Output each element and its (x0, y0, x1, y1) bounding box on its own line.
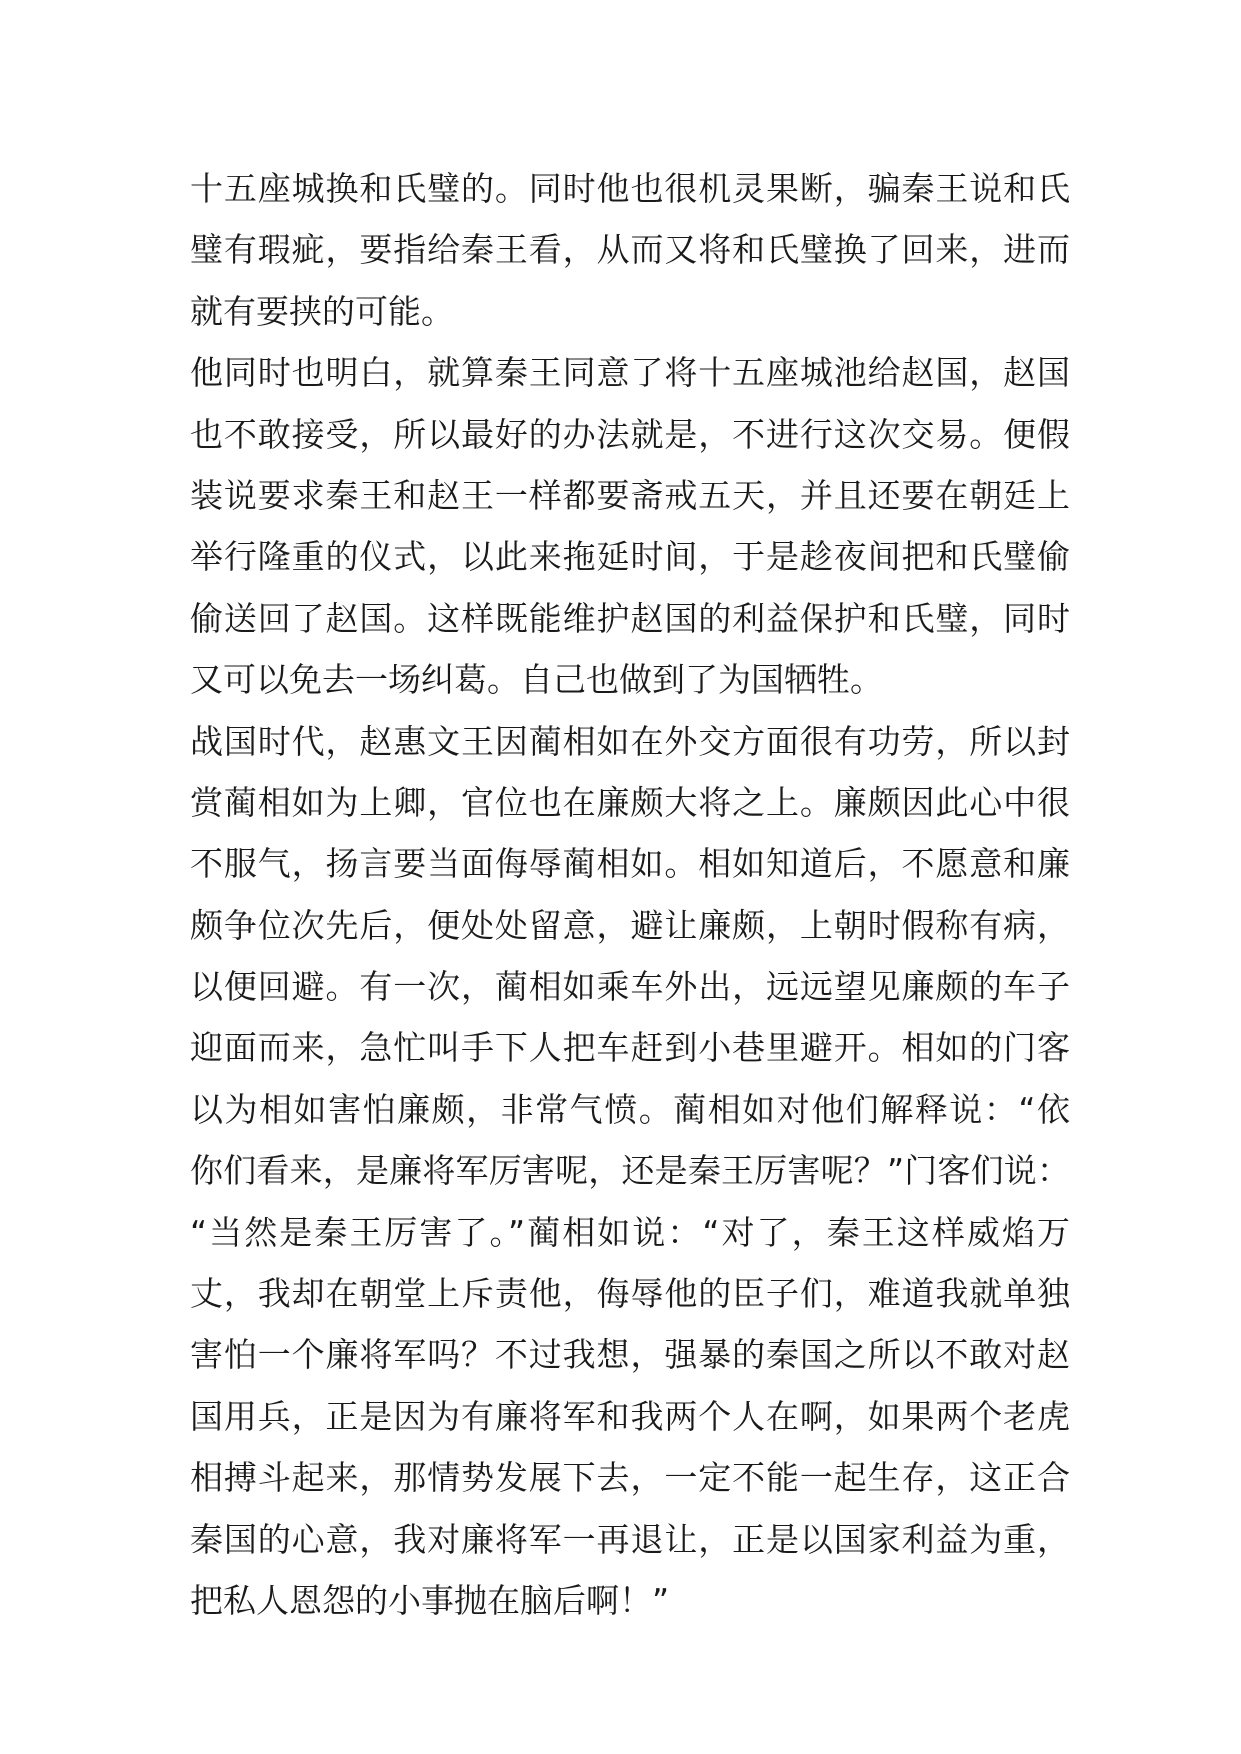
text-line: 装说要求秦王和赵王一样都要斋戒五天，并且还要在朝廷上 (190, 475, 1070, 515)
text-line: 相搏斗起来，那情势发展下去，一定不能一起生存，这正合 (190, 1458, 1070, 1498)
text-line: 他同时也明白，就算秦王同意了将十五座城池给赵国，赵国 (190, 353, 1070, 393)
text-line: 战国时代，赵惠文王因蔺相如在外交方面很有功劳，所以封 (190, 721, 1070, 761)
text-line: 不服气，扬言要当面侮辱蔺相如。相如知道后，不愿意和廉 (190, 844, 1070, 884)
text-line: 又可以免去一场纠葛。自己也做到了为国牺牲。 (190, 660, 883, 700)
text-line: 也不敢接受，所以最好的办法就是，不进行这次交易。便假 (190, 414, 1070, 454)
text-line: 丈，我却在朝堂上斥责他，侮辱他的臣子们，难道我就单独 (190, 1274, 1070, 1314)
text-line: 把私人恩怨的小事抛在脑后啊！” (190, 1580, 670, 1620)
text-line: 十五座城换和氏璧的。同时他也很机灵果断，骗秦王说和氏 (190, 169, 1070, 208)
text-line: 以为相如害怕廉颇，非常气愤。蔺相如对他们解释说：“依 (190, 1089, 1070, 1129)
text-line: 颇争位次先后，便处处留意，避让廉颇，上朝时假称有病， (190, 905, 1070, 945)
text-line: 赏蔺相如为上卿，官位也在廉颇大将之上。廉颇因此心中很 (190, 782, 1070, 822)
text-line: “当然是秦王厉害了。”蔺相如说：“对了，秦王这样威焰万 (190, 1212, 1070, 1252)
text-line: 偷送回了赵国。这样既能维护赵国的利益保护和氏璧，同时 (190, 598, 1070, 638)
text-line: 璧有瑕疵，要指给秦王看，从而又将和氏璧换了回来，进而 (190, 230, 1070, 270)
text-line: 国用兵，正是因为有廉将军和我两个人在啊，如果两个老虎 (190, 1396, 1070, 1436)
text-line: 迎面而来，急忙叫手下人把车赶到小巷里避开。相如的门客 (190, 1028, 1070, 1068)
text-line: 害怕一个廉将军吗？不过我想，强暴的秦国之所以不敢对赵 (190, 1335, 1070, 1375)
text-line: 秦国的心意，我对廉将军一再退让，正是以国家利益为重， (190, 1519, 1070, 1559)
text-line: 就有要挟的可能。 (190, 291, 454, 331)
text-line: 你们看来，是廉将军厉害呢，还是秦王厉害呢？”门客们说： (190, 1151, 1070, 1191)
text-line: 举行隆重的仪式，以此来拖延时间，于是趁夜间把和氏璧偷 (190, 537, 1070, 577)
text-line: 以便回避。有一次，蔺相如乘车外出，远远望见廉颇的车子 (190, 967, 1070, 1007)
body-text (190, 158, 1070, 1631)
